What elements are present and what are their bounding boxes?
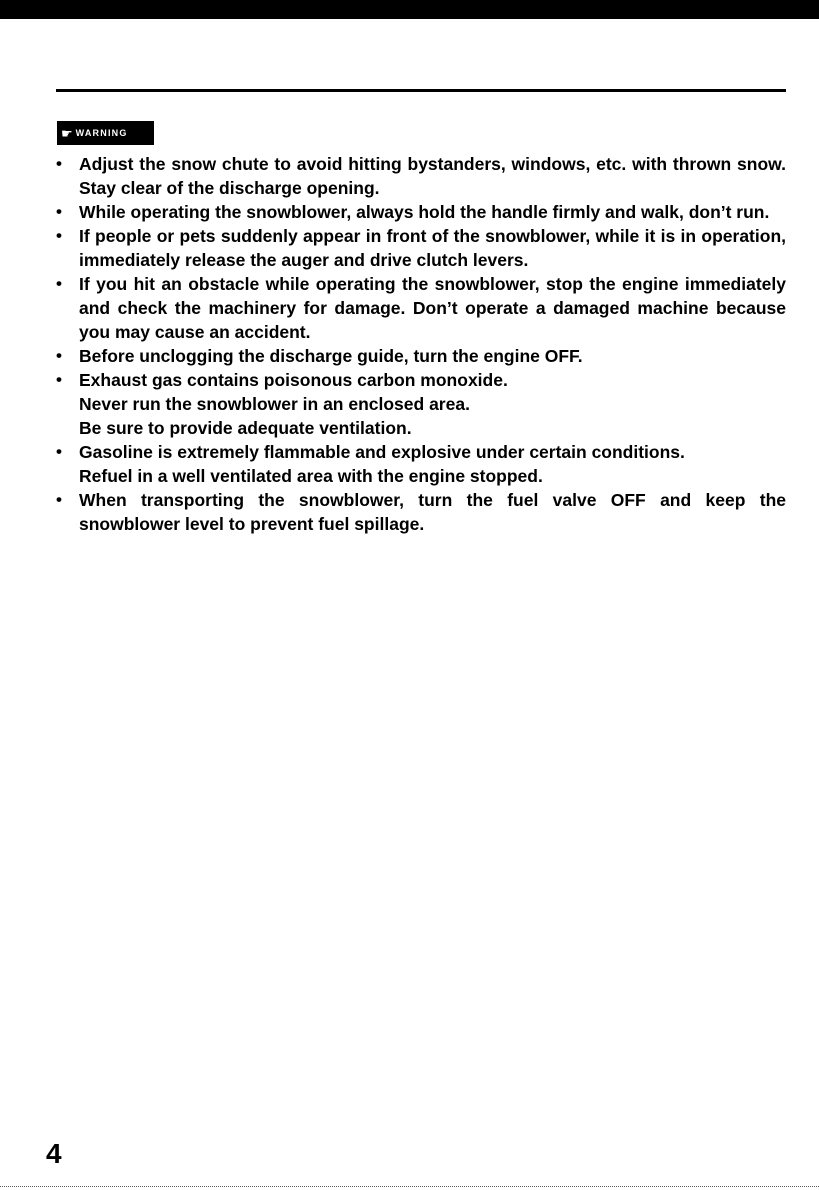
warning-item — [56, 224, 786, 272]
warning-item-text: If people or pets suddenly appear in front of the snowblower, while it is in operation, immediately release the auger and drive clutch levers. — [79, 226, 786, 270]
scan-bottom-edge — [0, 1186, 819, 1187]
warning-badge — [57, 121, 154, 145]
warning-item — [56, 368, 786, 440]
warning-label: WARNING — [75, 128, 128, 138]
warning-item-text: If you hit an obstacle while operating the snowblower, stop the engine immediately and check the machinery for damage. Don’t operate a damaged machine because you may cause an accident. — [79, 274, 786, 342]
hand-pointing-icon: ☛ — [61, 125, 73, 141]
header-rule — [56, 89, 786, 92]
warning-item-text: Exhaust gas contains poisonous carbon monoxide. — [79, 370, 508, 390]
bullet-icon: • — [56, 442, 62, 461]
warning-item-text: Before unclogging the discharge guide, turn the engine OFF. — [79, 346, 583, 366]
warning-item-text: While operating the snowblower, always hold the handle firmly and walk, don’t run. — [79, 202, 770, 222]
warning-item-text: Refuel in a well ventilated area with the engine stopped. — [79, 466, 543, 486]
warning-item-text: When transporting the snowblower, turn the fuel valve OFF and keep the snowblower level to prevent fuel spillage. — [79, 490, 786, 534]
warning-item-text: Never run the snowblower in an enclosed area. — [79, 394, 470, 414]
bullet-icon: • — [56, 226, 62, 245]
warning-item — [56, 200, 786, 224]
scan-top-border — [0, 0, 819, 19]
warning-item — [56, 488, 786, 536]
bullet-icon: • — [56, 346, 62, 365]
warning-item — [56, 440, 786, 488]
warning-item — [56, 152, 786, 200]
warning-item-text: Be sure to provide adequate ventilation. — [79, 418, 412, 438]
warning-item-text: Adjust the snow chute to avoid hitting bystanders, windows, etc. with thrown snow. Stay clear of the discharge opening. — [79, 154, 786, 198]
bullet-icon: • — [56, 202, 62, 221]
bullet-icon: • — [56, 154, 62, 173]
page-number: 4 — [46, 1138, 62, 1169]
warning-item — [56, 344, 786, 368]
bullet-icon: • — [56, 274, 62, 293]
warning-item-text: Gasoline is extremely flammable and explosive under certain conditions. — [79, 442, 685, 462]
bullet-icon: • — [56, 490, 62, 509]
warning-item — [56, 272, 786, 344]
bullet-icon: • — [56, 370, 62, 389]
warning-list — [56, 152, 786, 536]
